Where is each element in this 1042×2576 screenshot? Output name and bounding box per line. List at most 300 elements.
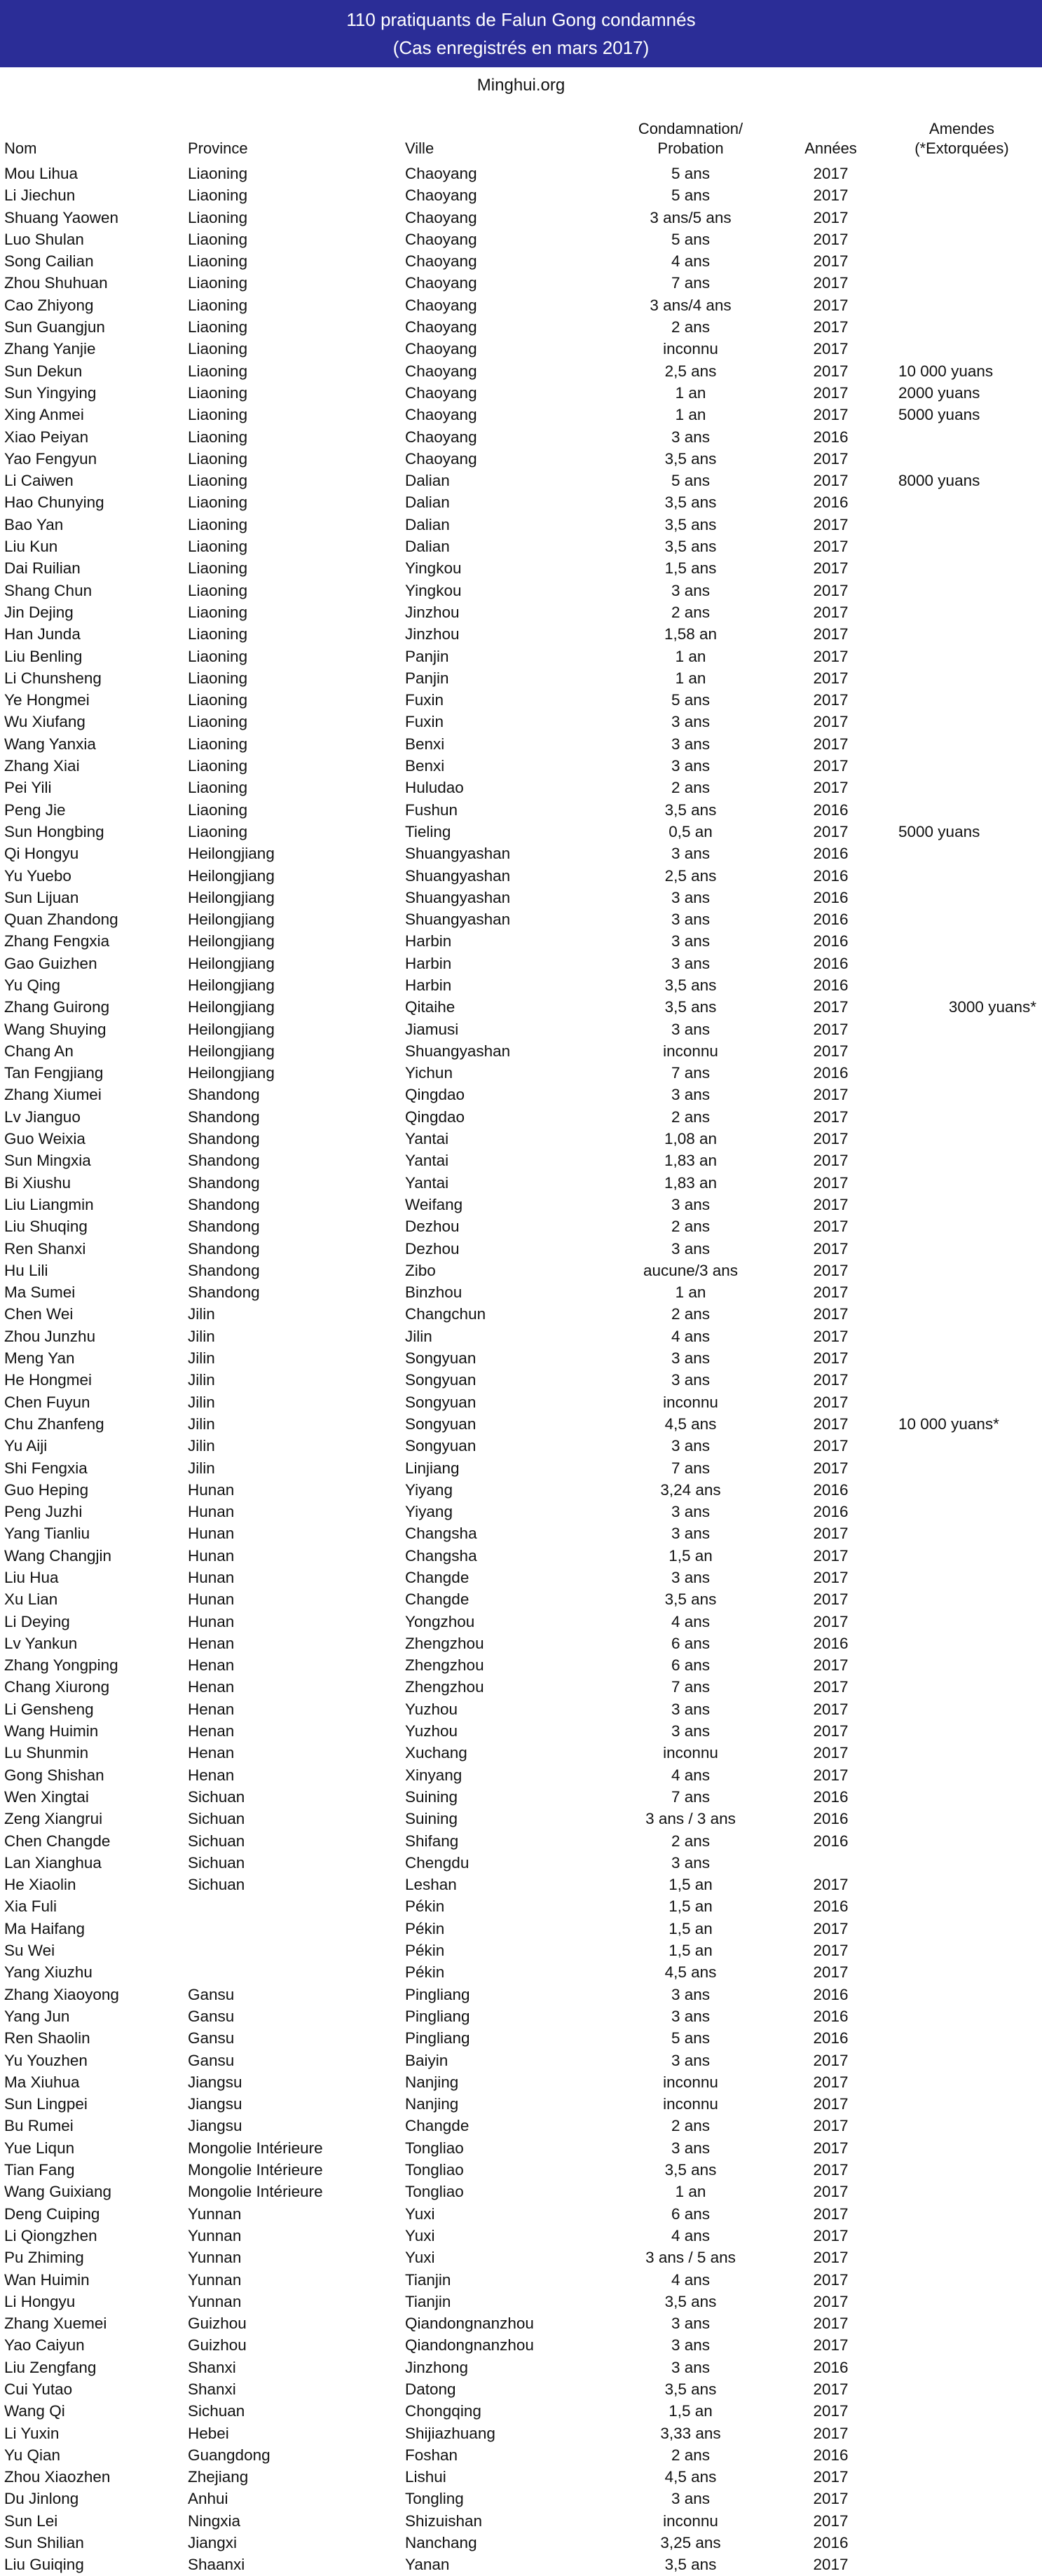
- cell-sentence: inconnu: [663, 340, 718, 358]
- cell-name: Xing Anmei: [4, 406, 84, 424]
- table-row: [0, 646, 1042, 667]
- cell-city: Shuangyashan: [405, 866, 511, 885]
- cell-fine: [882, 1808, 1042, 1829]
- cell-city: Changde: [405, 1569, 469, 1586]
- cell-fine: [882, 1194, 1042, 1215]
- cell-name: Yang Xiuzhu: [4, 1963, 92, 1982]
- cell-fine: [882, 1698, 1042, 1720]
- cell-year: 2017: [813, 274, 849, 292]
- cell-year: 2017: [813, 406, 849, 424]
- cell-sentence: 3,33 ans: [660, 2424, 721, 2442]
- cell-year: 2017: [813, 538, 849, 556]
- cell-year: 2017: [813, 1283, 849, 1302]
- cell-year: 2017: [813, 1942, 849, 1960]
- cell-name: Sun Lijuan: [4, 888, 79, 906]
- cell-name: Sun Dekun: [4, 362, 83, 380]
- cell-province: Liaoning: [188, 406, 248, 424]
- cell-city: Songyuan: [405, 1349, 477, 1368]
- cell-year: 2017: [813, 2468, 849, 2486]
- cell-fine: [882, 2050, 1042, 2071]
- cell-name: Liu Zengfang: [4, 2358, 97, 2376]
- cell-name: Cao Zhiyong: [4, 296, 94, 314]
- cell-city: Chaoyang: [405, 165, 477, 182]
- cell-city: Panjin: [405, 669, 449, 687]
- cell-fine: [882, 1633, 1042, 1654]
- cell-fine: [882, 1391, 1042, 1413]
- cell-fine: [882, 1215, 1042, 1237]
- cell-province: Hunan: [188, 1569, 235, 1586]
- cell-province: Hunan: [188, 1480, 235, 1499]
- cell-city: Harbin: [405, 954, 452, 972]
- cell-fine: [882, 1062, 1042, 1084]
- cell-name: Shi Fengxia: [4, 1459, 88, 1477]
- cell-province: Sichuan: [188, 1832, 245, 1850]
- cell-sentence: 1 an: [675, 406, 706, 424]
- table-row: [0, 777, 1042, 798]
- cell-city: Songyuan: [405, 1371, 477, 1389]
- cell-year: 2017: [813, 2051, 849, 2069]
- cell-sentence: 4 ans: [671, 2270, 711, 2289]
- cell-year: 2017: [813, 2556, 849, 2574]
- cell-province: Jilin: [188, 1305, 215, 1323]
- cell-name: Lan Xianghua: [4, 1853, 102, 1872]
- cell-city: Yuzhou: [405, 1722, 458, 1740]
- cell-name: Chen Fuyun: [4, 1393, 90, 1411]
- cell-city: Jinzhou: [405, 625, 460, 643]
- cell-year: 2017: [813, 669, 849, 687]
- cell-fine: [882, 2532, 1042, 2554]
- cell-province: Liaoning: [188, 757, 248, 775]
- cell-city: Changde: [405, 1590, 469, 1609]
- cell-fine: [882, 2334, 1042, 2356]
- cell-fine: [882, 689, 1042, 711]
- cell-sentence: 3,5 ans: [664, 493, 717, 512]
- cell-city: Fuxin: [405, 713, 444, 731]
- cell-city: Tongliao: [405, 2139, 464, 2157]
- cell-city: Chaoyang: [405, 208, 477, 226]
- cell-city: Lishui: [405, 2468, 446, 2486]
- cell-year: 2016: [813, 2446, 849, 2464]
- cell-sentence: 4 ans: [671, 1327, 711, 1345]
- table-row: [0, 1215, 1042, 1237]
- table-row: [0, 1150, 1042, 1171]
- cell-name: Zhang Yongping: [4, 1656, 118, 1675]
- cell-fine: [882, 2005, 1042, 2027]
- cell-sentence: 7 ans: [671, 1787, 711, 1806]
- cell-fine: [882, 711, 1042, 732]
- cell-name: Cui Yutao: [4, 2380, 73, 2398]
- table-row: [0, 272, 1042, 294]
- cell-year: 2016: [813, 1480, 849, 1499]
- cell-fine: [882, 250, 1042, 272]
- cell-province: Shaanxi: [188, 2556, 245, 2574]
- cell-city: Yantai: [405, 1152, 449, 1170]
- cell-year: 2016: [813, 428, 849, 446]
- cell-province: Jilin: [188, 1437, 215, 1455]
- cell-province: Guangdong: [188, 2446, 270, 2464]
- cell-sentence: 7 ans: [671, 1064, 711, 1082]
- cell-name: Sun Lingpei: [4, 2095, 88, 2113]
- table-row: [0, 2269, 1042, 2291]
- cell-fine: [882, 1018, 1042, 1040]
- cell-fine: [882, 229, 1042, 250]
- cell-sentence: 1 an: [675, 669, 706, 687]
- cell-sentence: 4,5 ans: [664, 1963, 717, 1982]
- cell-sentence: 2 ans: [671, 1108, 711, 1126]
- cell-name: Luo Shulan: [4, 230, 84, 248]
- cell-sentence: 3,5 ans: [664, 449, 717, 468]
- cell-sentence: 2 ans: [671, 1305, 711, 1323]
- cell-fine: [882, 491, 1042, 513]
- convictions-table: [0, 104, 1042, 2576]
- cell-city: Qingdao: [405, 1108, 465, 1126]
- cell-fine: [882, 2115, 1042, 2137]
- table-row: [0, 2071, 1042, 2093]
- cell-province: Liaoning: [188, 472, 248, 490]
- table-row: [0, 755, 1042, 777]
- cell-name: Tan Fengjiang: [4, 1064, 104, 1082]
- cell-fine: [882, 1961, 1042, 1983]
- cell-year: 2017: [813, 735, 849, 753]
- cell-name: Zhang Fengxia: [4, 932, 110, 950]
- cell-name: Li Caiwen: [4, 472, 74, 490]
- cell-province: [188, 1918, 405, 1940]
- cell-name: Hu Lili: [4, 1261, 48, 1279]
- table-row: [0, 689, 1042, 711]
- cell-province: Jilin: [188, 1327, 215, 1345]
- cell-city: Tianjin: [405, 2270, 451, 2289]
- cell-year: 2017: [813, 1108, 849, 1126]
- cell-name: Qi Hongyu: [4, 845, 79, 863]
- cell-name: Sun Shilian: [4, 2534, 84, 2552]
- cell-city: Tieling: [405, 822, 451, 840]
- table-header-row: [0, 104, 1042, 163]
- cell-name: Peng Jie: [4, 800, 66, 819]
- cell-sentence: 3 ans: [671, 1349, 711, 1368]
- cell-name: Liu Liangmin: [4, 1195, 94, 1213]
- cell-year: 2017: [813, 559, 849, 578]
- cell-sentence: 4 ans: [671, 2226, 711, 2244]
- cell-sentence: 1 an: [675, 2183, 706, 2201]
- cell-province: Liaoning: [188, 230, 248, 248]
- cell-name: Wang Qi: [4, 2402, 65, 2420]
- cell-year: 2017: [813, 362, 849, 380]
- cell-name: Li Jiechun: [4, 186, 76, 205]
- cell-fine: 10 000 yuans*: [898, 1415, 999, 1433]
- cell-city: Changchun: [405, 1305, 486, 1323]
- cell-sentence: 3 ans: [671, 2358, 711, 2376]
- cell-name: Deng Cuiping: [4, 2204, 100, 2223]
- table-row: [0, 316, 1042, 338]
- cell-year: 2017: [813, 1327, 849, 1345]
- cell-sentence: 5 ans: [671, 186, 711, 205]
- cell-name: Xiao Peiyan: [4, 428, 89, 446]
- table-row: [0, 1391, 1042, 1413]
- cell-province: Liaoning: [188, 691, 248, 709]
- table-row: [0, 514, 1042, 536]
- cell-fine: [882, 623, 1042, 645]
- cell-sentence: 3 ans: [671, 1525, 711, 1543]
- cell-sentence: 3 ans: [671, 2051, 711, 2069]
- cell-year: 2017: [813, 2161, 849, 2179]
- cell-city: Leshan: [405, 1876, 457, 1894]
- cell-fine: [882, 294, 1042, 316]
- table-row: [0, 1588, 1042, 1610]
- cell-fine: [882, 207, 1042, 229]
- cell-fine: [882, 974, 1042, 996]
- cell-fine: [882, 272, 1042, 294]
- cell-city: Zhengzhou: [405, 1634, 484, 1652]
- cell-fine: [882, 1347, 1042, 1369]
- cell-fine: [882, 2312, 1042, 2334]
- table-row: [0, 2444, 1042, 2466]
- cell-name: Ma Xiuhua: [4, 2073, 80, 2091]
- cell-province: Liaoning: [188, 515, 248, 533]
- cell-name: Yao Fengyun: [4, 449, 97, 468]
- cell-city: Yantai: [405, 1130, 449, 1148]
- cell-fine: [882, 2400, 1042, 2422]
- cell-city: Tongliao: [405, 2161, 464, 2179]
- cell-fine: [882, 2159, 1042, 2181]
- cell-name: Yue Liqun: [4, 2139, 75, 2157]
- cell-sentence: 7 ans: [671, 1678, 711, 1696]
- cell-year: 2016: [813, 888, 849, 906]
- cell-city: Shuangyashan: [405, 1042, 511, 1060]
- column-header-fine: [882, 104, 1042, 163]
- cell-sentence: 1,5 an: [669, 1897, 713, 1916]
- cell-city: Foshan: [405, 2446, 458, 2464]
- cell-fine: [882, 1435, 1042, 1457]
- cell-city: Benxi: [405, 757, 445, 775]
- cell-sentence: 3,5 ans: [664, 1590, 717, 1609]
- table-row: [0, 1347, 1042, 1369]
- cell-city: Qiandongnanzhou: [405, 2315, 534, 2333]
- cell-province: Henan: [188, 1700, 235, 1718]
- table-row: [0, 1326, 1042, 1347]
- cell-province: Liaoning: [188, 186, 248, 205]
- cell-sentence: inconnu: [663, 1042, 718, 1060]
- cell-name: Yang Jun: [4, 2007, 70, 2025]
- cell-year: 2017: [813, 515, 849, 533]
- cell-name: Xu Lian: [4, 1590, 58, 1609]
- cell-year: 2017: [813, 1415, 849, 1433]
- cell-city: Pékin: [405, 1897, 445, 1916]
- table-body: [0, 163, 1042, 2576]
- cell-year: 2017: [813, 230, 849, 248]
- cell-year: 2017: [813, 2315, 849, 2333]
- cell-province: Jilin: [188, 1393, 215, 1411]
- cell-city: Yiyang: [405, 1480, 453, 1499]
- cell-year: 2017: [813, 449, 849, 468]
- cell-sentence: 0,5 an: [669, 822, 713, 840]
- table-row: [0, 799, 1042, 821]
- cell-fine: [882, 1984, 1042, 2005]
- cell-city: Zibo: [405, 1261, 436, 1279]
- table-row: [0, 2005, 1042, 2027]
- cell-sentence: 3,25 ans: [660, 2534, 721, 2552]
- cell-fine: [882, 2488, 1042, 2509]
- cell-sentence: 3 ans: [671, 1371, 711, 1389]
- table-row: [0, 1698, 1042, 1720]
- cell-sentence: 3 ans: [671, 1239, 711, 1258]
- table-row: [0, 2093, 1042, 2115]
- cell-province: Gansu: [188, 2007, 235, 2025]
- cell-city: Yiyang: [405, 1503, 453, 1521]
- cell-sentence: 3 ans: [671, 1020, 711, 1038]
- cell-year: 2017: [813, 318, 849, 336]
- cell-city: Dezhou: [405, 1218, 460, 1236]
- cell-fine: [882, 536, 1042, 557]
- cell-sentence: 1,5 an: [669, 1546, 713, 1565]
- cell-sentence: 5 ans: [671, 165, 711, 182]
- cell-sentence: 3 ans: [671, 1086, 711, 1104]
- cell-year: 2017: [813, 2270, 849, 2289]
- cell-province: Henan: [188, 1744, 235, 1762]
- cell-city: Tianjin: [405, 2292, 451, 2310]
- cell-name: Chang An: [4, 1042, 74, 1060]
- cell-sentence: 1,5 an: [669, 1876, 713, 1894]
- cell-year: 2016: [813, 1503, 849, 1521]
- column-header-name: Nom: [4, 139, 37, 157]
- cell-fine: [882, 777, 1042, 798]
- cell-province: Sichuan: [188, 2402, 245, 2420]
- cell-name: Liu Hua: [4, 1569, 59, 1586]
- cell-fine: [882, 163, 1042, 184]
- cell-province: Liaoning: [188, 383, 248, 402]
- table-row: [0, 2357, 1042, 2378]
- cell-fine: [882, 2203, 1042, 2225]
- cell-province: Yunnan: [188, 2292, 242, 2310]
- cell-city: Pékin: [405, 1942, 445, 1960]
- cell-city: Songyuan: [405, 1393, 477, 1411]
- cell-fine: [882, 184, 1042, 206]
- cell-fine: [882, 1720, 1042, 1742]
- cell-name: He Hongmei: [4, 1371, 92, 1389]
- table-row: [0, 1808, 1042, 1829]
- cell-province: Liaoning: [188, 779, 248, 797]
- cell-sentence: 3 ans: [671, 1437, 711, 1455]
- cell-fine: [882, 2357, 1042, 2378]
- cell-name: Pei Yili: [4, 779, 52, 797]
- cell-province: Jilin: [188, 1459, 215, 1477]
- cell-year: 2017: [813, 1152, 849, 1170]
- cell-name: Bao Yan: [4, 515, 64, 533]
- table-row: [0, 1742, 1042, 1764]
- cell-province: Hunan: [188, 1590, 235, 1609]
- cell-year: 2016: [813, 954, 849, 972]
- table-row: [0, 470, 1042, 491]
- cell-sentence: 3 ans / 5 ans: [645, 2249, 736, 2267]
- cell-province: Heilongjiang: [188, 1042, 275, 1060]
- cell-sentence: inconnu: [663, 2095, 718, 2113]
- cell-province: Zhejiang: [188, 2468, 249, 2486]
- cell-sentence: 3 ans: [671, 735, 711, 753]
- cell-year: 2017: [813, 2226, 849, 2244]
- cell-province: Shandong: [188, 1152, 260, 1170]
- cell-city: Huludao: [405, 779, 464, 797]
- cell-province: Mongolie Intérieure: [188, 2139, 323, 2157]
- cell-name: Yu Yuebo: [4, 866, 71, 885]
- cell-fine: 3000 yuans*: [948, 998, 1036, 1016]
- title-line-1: 110 pratiquants de Falun Gong condamnés: [346, 9, 696, 30]
- table-row: [0, 711, 1042, 732]
- cell-city: Chaoyang: [405, 428, 477, 446]
- cell-province: Hebei: [188, 2424, 229, 2442]
- cell-city: Pékin: [405, 1919, 445, 1937]
- cell-fine: [882, 580, 1042, 601]
- cell-province: Heilongjiang: [188, 998, 275, 1016]
- cell-fine: [882, 1084, 1042, 1105]
- cell-province: Sichuan: [188, 1787, 245, 1806]
- cell-year: 2017: [813, 2139, 849, 2157]
- table-row: [0, 163, 1042, 184]
- cell-fine: [882, 2444, 1042, 2466]
- table-row: [0, 1194, 1042, 1215]
- cell-sentence: 4 ans: [671, 1612, 711, 1630]
- cell-year: 2016: [813, 1810, 849, 1828]
- cell-sentence: 2,5 ans: [664, 362, 717, 380]
- cell-year: 2017: [813, 998, 849, 1016]
- cell-year: 2017: [813, 252, 849, 271]
- cell-sentence: 3 ans: [671, 757, 711, 775]
- cell-name: Sun Yingying: [4, 383, 97, 402]
- cell-fine: [882, 2422, 1042, 2444]
- cell-city: Zhengzhou: [405, 1656, 484, 1675]
- cell-name: Li Qiongzhen: [4, 2226, 97, 2244]
- cell-city: Pékin: [405, 1963, 445, 1982]
- cell-year: 2017: [813, 1218, 849, 1236]
- cell-city: Yichun: [405, 1064, 453, 1082]
- cell-year: 2017: [813, 2249, 849, 2267]
- cell-year: 2016: [813, 2007, 849, 2025]
- cell-fine: [882, 2225, 1042, 2247]
- cell-fine: [882, 316, 1042, 338]
- cell-year: 2017: [813, 1173, 849, 1192]
- cell-city: Yanan: [405, 2556, 450, 2574]
- cell-year: 2017: [813, 757, 849, 775]
- table-row: [0, 557, 1042, 579]
- cell-year: 2017: [813, 1130, 849, 1148]
- cell-year: 2017: [813, 1678, 849, 1696]
- table-row: [0, 996, 1042, 1018]
- table-row: [0, 1128, 1042, 1150]
- cell-fine: [882, 1150, 1042, 1171]
- cell-province: Hunan: [188, 1503, 235, 1521]
- cell-city: Yuxi: [405, 2249, 435, 2267]
- table-row: [0, 1764, 1042, 1786]
- cell-sentence: 1,5 an: [669, 2402, 713, 2420]
- cell-province: Liaoning: [188, 603, 248, 621]
- cell-year: 2017: [813, 2183, 849, 2201]
- cell-fine: [882, 1326, 1042, 1347]
- cell-name: Pu Zhiming: [4, 2249, 84, 2267]
- cell-fine: [882, 2027, 1042, 2049]
- cell-city: Nanjing: [405, 2095, 459, 2113]
- cell-sentence: 1,83 an: [664, 1173, 718, 1192]
- cell-name: Wu Xiufang: [4, 713, 85, 731]
- cell-name: Zhou Shuhuan: [4, 274, 108, 292]
- cell-province: Shandong: [188, 1130, 260, 1148]
- cell-year: 2016: [813, 976, 849, 994]
- cell-sentence: 6 ans: [671, 1634, 711, 1652]
- cell-sentence: 4,5 ans: [664, 1415, 717, 1433]
- cell-fine: 5000 yuans: [898, 406, 980, 424]
- cell-city: Yongzhou: [405, 1612, 475, 1630]
- table-row: [0, 1369, 1042, 1391]
- cell-fine: [882, 1567, 1042, 1588]
- cell-sentence: 3,24 ans: [660, 1480, 721, 1499]
- cell-city: Dezhou: [405, 1239, 460, 1258]
